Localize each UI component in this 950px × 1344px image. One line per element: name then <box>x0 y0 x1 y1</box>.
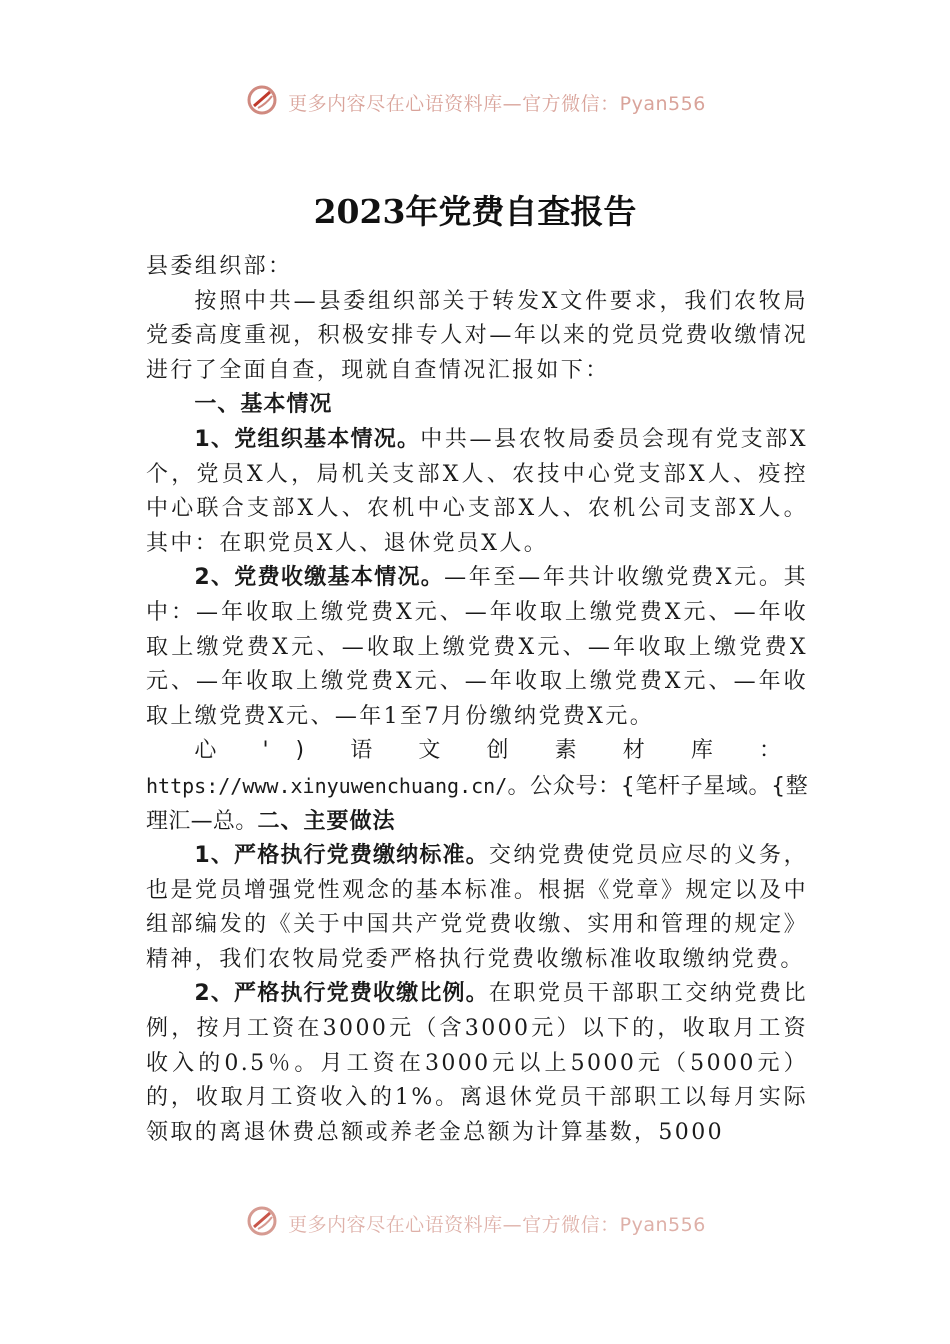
ad-tail: 。公众号：{笔杆子星域。{整理汇—总。 <box>146 773 808 834</box>
s1-paragraph-2 <box>146 561 808 734</box>
watermark-logo-icon <box>244 82 280 123</box>
s2p1-body: 交纳党费使党员应尽的义务，也是党员增强党性观念的基本标准。根据《党章》规定以及中组部编发的《关于中国共产党党费收缴、实用和管理的规定》精神，我们农牧局党委严格执行党费收缴标准收取缴纳党费。 <box>146 843 808 972</box>
s2-paragraph-1 <box>146 839 808 977</box>
s2-paragraph-2 <box>146 977 808 1150</box>
ad-url: https://www.xinyuwenchuang.cn/ <box>146 773 508 798</box>
document-title: 2023年党费自查报告 <box>313 192 637 231</box>
section1-heading: 一、基本情况 <box>194 392 333 418</box>
salutation: 县委组织部： <box>146 254 293 279</box>
intro-paragraph: 按照中共—县委组织部关于转发X文件要求，我们农牧局党委高度重视，积极安排专人对—年以来的党员党费收缴情况进行了全面自查，现就自查情况汇报如下： <box>146 288 808 383</box>
ad-paragraph <box>146 734 808 839</box>
section2-heading: 二、主要做法 <box>257 808 396 834</box>
watermark-bottom <box>0 1203 950 1243</box>
s1-paragraph-1 <box>146 423 808 561</box>
watermark-logo-icon <box>244 1203 280 1244</box>
watermark-text: 更多内容尽在心语资料库—官方微信：Pyan556 <box>288 92 706 115</box>
s1p2-lead: 2、党费收缴基本情况。 <box>194 565 445 591</box>
s2p2-body: 在职党员干部职工交纳党费比例，按月工资在3000元（含3000元）以下的，收取月工资收入的0.5％。月工资在3000元以上5000元（5000元）的，收取月工资收入的1%。离退休党员干部职工以每月实际领取的离退休费总额或养老金总额为计算基数，5000 <box>146 981 808 1145</box>
ad-spread-text: 心')语文创素材库： <box>194 738 808 764</box>
watermark-top <box>0 82 950 122</box>
s2p1-lead: 1、严格执行党费缴纳标准。 <box>194 843 489 869</box>
s2p2-lead: 2、严格执行党费收缴比例。 <box>194 981 489 1007</box>
s1p1-lead: 1、党组织基本情况。 <box>194 426 421 452</box>
watermark-text: 更多内容尽在心语资料库—官方微信：Pyan556 <box>288 1213 706 1236</box>
s1p1-body: 中共—县农牧局委员会现有党支部X个，党员X人，局机关支部X人、农技中心党支部X人、疫控中心联合支部X人、农机中心支部X人、农机公司支部X人。其中：在职党员X人、退休党员X人。 <box>146 426 808 556</box>
s1p2-body: —年至—年共计收缴党费X元。其中：—年收取上缴党费X元、—年收取上缴党费X元、—年收取上缴党费X元、—收取上缴党费X元、—年收取上缴党费X元、—年收取上缴党费X元、—年收取上缴党费X元、—年收取上缴党费X元、—年1至7月份缴纳党费X元。 <box>146 565 808 729</box>
document-body <box>146 250 808 1150</box>
